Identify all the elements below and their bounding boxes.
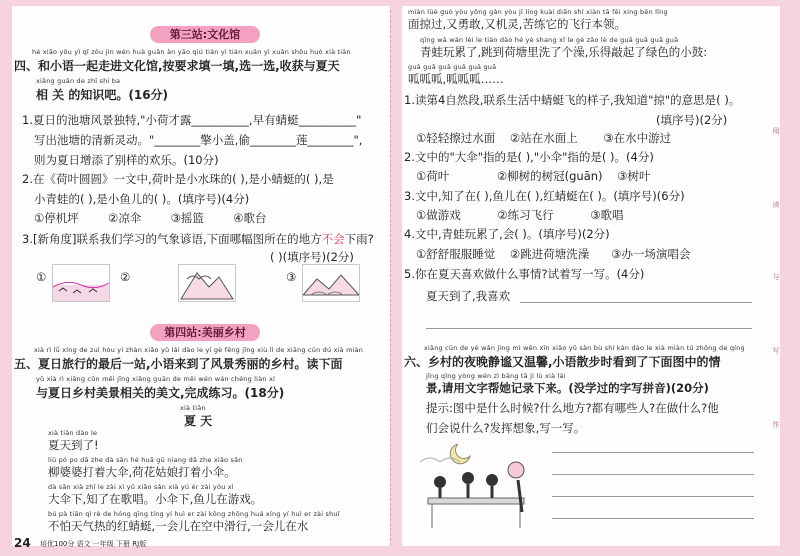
p3-pinyin: dà sǎn xià zhī le zài xì yǔ xiǎo sǎn xià yú ér zài yóu xì: [48, 483, 234, 491]
r2-text: 青蛙玩累了,跳到荷塘里洗了个澡,乐得敲起了绿色的小鼓:: [420, 45, 708, 59]
picture-swallows-low: [52, 264, 110, 302]
q6-title2: 景,请用文字帮她记录下来。(没学过的字写拼音)(20分): [426, 381, 709, 395]
rq4: 4.文中,青蛙玩累了,会( )。(填序号)(2分): [404, 227, 610, 241]
hint-line1: 提示:图中是什么时候?什么地方?都有哪些人?在做什么?他: [426, 401, 719, 415]
rq2-options: ①荷叶 ②柳树的树冠(guān) ③树叶: [416, 169, 651, 183]
q5-title-pinyin: xià rì lǚ xíng de zuì hòu yí zhàn xiǎo yǔ lái dào le yí gè fēng jǐng xiù lì de xiāng cūn dú xià miàn: [34, 346, 364, 354]
side-tab-3: 与: [772, 273, 780, 281]
picture-cloudy-hills: [302, 264, 360, 302]
pic2-label: ②: [120, 270, 131, 284]
q6-title2-pinyin: jǐng qǐng yòng wén zì bāng tā jì lù xià lái: [426, 372, 566, 380]
hint-line2: 们会说什么?发挥想象,写一写。: [426, 421, 586, 435]
r3-pinyin: guā guā guā guā guā guā: [408, 63, 497, 71]
rq4-options: ①舒舒服服睡觉 ②跳进荷塘洗澡 ③办一场演唱会: [416, 247, 691, 261]
q6-title-pinyin: xiāng cūn de yè wǎn jìng mì wēn xīn xiǎo yǔ sàn bù shí kàn dào le xià miàn tú zhōng de qíng: [424, 344, 745, 352]
picture-mountain-clouds: [178, 264, 236, 302]
pic3-label: ③: [286, 270, 297, 284]
q1-line1: 1.夏日的池塘风景独特,"小荷才露__________,早有蜻蜓__________": [22, 113, 362, 127]
r1-pinyin: miàn lüè guò yòu yǒng gǎn yòu jī líng kuài diǎn shí xiàn tā fēi xíng běn lǐng: [408, 8, 668, 16]
p1-text: 夏天到了!: [48, 438, 99, 452]
rq3-options: ①做游戏 ②练习飞行 ③歌唱: [416, 208, 624, 222]
r1-text: 面掠过,又勇敢,又机灵,苦练它的飞行本领。: [408, 17, 626, 31]
side-tab-4: 写: [772, 347, 780, 355]
p4-text: 不怕天气热的红蜻蜓,一会儿在空中滑行,一会儿在水: [48, 519, 309, 533]
q5-title2-pinyin: yǔ xià rì xiāng cūn měi jǐng xiāng guān de měi wén wán chéng liàn xí: [36, 375, 276, 383]
q6-title: 六、乡村的夜晚静谧又温馨,小语散步时看到了下面图中的情: [404, 355, 721, 369]
q5-title2: 与夏日乡村美景相关的美文,完成练习。(18分): [36, 386, 285, 400]
q5-title: 五、夏日旅行的最后一站,小语来到了风景秀丽的乡村。读下面: [14, 357, 343, 371]
pic1-label: ①: [36, 270, 47, 284]
binding-line: [390, 10, 391, 546]
p2-pinyin: liǔ pó po dǎ zhe dà sǎn hé huā gū niang dǎ zhe xiǎo sǎn: [48, 456, 243, 464]
q1-line2: 写出池塘的清新灵动。"________擎小盖,偷________莲________",: [34, 133, 363, 147]
answer-line-q6-4[interactable]: [552, 518, 754, 519]
q4-title2: 相 关 的知识吧。(16分): [36, 88, 169, 102]
p1-pinyin: xià tiān dào le: [48, 429, 98, 437]
rq1-meta: (填序号)(2分): [656, 113, 728, 127]
q2-line1: 2.在《荷叶圆圆》一文中,荷叶是小水珠的( ),是小蜻蜓的( ),是: [22, 172, 334, 186]
poem-title: 夏 天: [184, 414, 213, 428]
page-footer: 培优100分 语文 一年级 下册 RJ版: [40, 540, 147, 548]
p3-text: 大伞下,知了在歌唱。小伞下,鱼儿在游戏。: [48, 492, 263, 506]
p4-pinyin: bú pà tiān qì rè de hóng qīng tíng yí huì er zài kōng zhōng huá xíng yí huì er zài shuǐ: [48, 510, 340, 518]
answer-line-q6-3[interactable]: [552, 496, 754, 497]
answer-line-q6-1[interactable]: [552, 452, 754, 453]
q4-title: 四、和小语一起走进文化馆,按要求填一填,选一选,收获与夏天: [14, 59, 340, 73]
q1-line3: 则为夏日增添了别样的欢乐。(10分): [34, 153, 219, 167]
section-banner-village: 第四站:美丽乡村: [150, 324, 260, 341]
r3-text: 呱呱呱,呱呱呱……: [408, 72, 504, 86]
side-tab-2: 读: [772, 201, 780, 209]
q2-options: ①停机坪 ②凉伞 ③摇篮 ④歌台: [34, 211, 267, 225]
side-tab-5: 作: [772, 421, 780, 429]
p2-text: 柳婆婆打着大伞,荷花姑娘打着小伞。: [48, 465, 236, 479]
q3-line1: [22, 231, 374, 247]
q4-title2-pinyin: xiāng guān de zhī shi ba: [36, 77, 121, 85]
q3-emphasis: 不会: [321, 232, 345, 246]
page-number: 24: [14, 536, 31, 550]
rq5: 5.你在夏天喜欢做什么事情?试着写一写。(4分): [404, 267, 645, 281]
q2-line2: 小青蛙的( ),是小鱼儿的( )。(填序号)(4分): [34, 192, 250, 206]
q4-title-pinyin: hé xiǎo yǒu yì qǐ zǒu jìn wén huà guǎn àn yāo qiú tián yì tián xuǎn yì xuǎn shōu huò xià tiān: [32, 48, 351, 56]
rq5-answer: 夏天到了,我喜欢: [426, 289, 511, 303]
answer-line-q5b[interactable]: [426, 328, 752, 329]
picture-village-night: [418, 432, 548, 532]
rq2: 2.文中的"大伞"指的是( ),"小伞"指的是( )。(4分): [404, 150, 654, 164]
q3-question-end: 下雨?: [344, 232, 374, 246]
rq1: 1.读第4自然段,联系生活中蜻蜓飞的样子,我知道"掠"的意思是( )。: [404, 93, 741, 107]
q3-line2: ( )(填序号)(2分): [270, 250, 354, 264]
q3-question: 3.[新角度]联系我们学习的气象谚语,下面哪幅图所在的地方: [22, 232, 322, 246]
section-banner-culture: 第三站:文化馆: [150, 26, 260, 43]
side-tab-1: 阅: [772, 127, 780, 135]
r2-pinyin: qīng wā wán lèi le tiào dào hé yè shang xǐ le gè zǎo lè de guā guā guā guā: [420, 36, 679, 44]
right-page: [402, 6, 780, 546]
rq3: 3.文中,知了在( ),鱼儿在( ),红蜻蜓在( )。(填序号)(6分): [404, 189, 685, 203]
left-page: [12, 6, 390, 546]
poem-title-pinyin: xià tiān: [180, 404, 206, 412]
answer-line-q5a[interactable]: [520, 302, 752, 303]
answer-line-q6-2[interactable]: [552, 474, 754, 475]
rq1-options: ①轻轻擦过水面 ②站在水面上 ③在水中游过: [416, 131, 672, 145]
